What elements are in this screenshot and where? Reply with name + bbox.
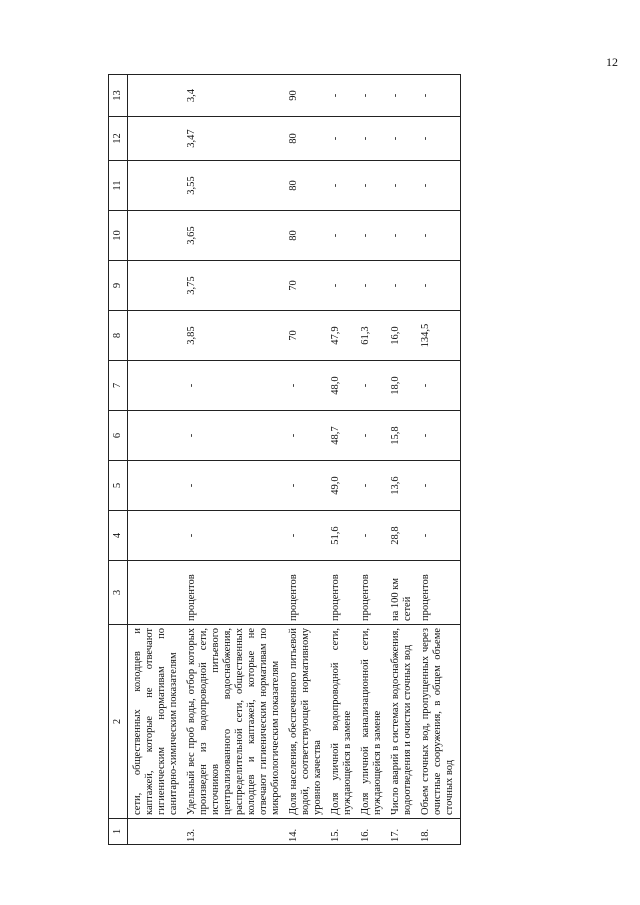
unit-of-measure — [128, 561, 185, 625]
value-cell: - — [358, 361, 388, 411]
value-cell: - — [418, 211, 461, 261]
row-number: 13. — [184, 819, 286, 845]
table-body — [128, 75, 461, 845]
value-cell — [128, 75, 185, 117]
value-cell: - — [358, 161, 388, 211]
value-cell: - — [328, 211, 358, 261]
value-cell: - — [388, 161, 418, 211]
value-cell: - — [328, 261, 358, 311]
unit-of-measure: процентов — [184, 561, 286, 625]
indicator-name: Доля уличной водопроводной сети, нуждающейся в замене — [328, 625, 358, 819]
table-row — [128, 75, 185, 845]
value-cell: 61,3 — [358, 311, 388, 361]
value-cell: - — [418, 161, 461, 211]
value-cell — [128, 261, 185, 311]
unit-of-measure: на 100 км сетей — [388, 561, 418, 625]
value-cell: - — [418, 461, 461, 511]
table-row — [388, 75, 418, 845]
column-header-13: 13 — [109, 75, 128, 117]
value-cell: - — [184, 361, 286, 411]
value-cell — [128, 117, 185, 161]
unit-of-measure: процентов — [328, 561, 358, 625]
unit-of-measure: процентов — [286, 561, 328, 625]
indicator-name: Число аварий в системах водоснабжения, водоотведения и очистки сточных вод — [388, 625, 418, 819]
row-number: 16. — [358, 819, 388, 845]
value-cell: - — [418, 411, 461, 461]
value-cell: - — [388, 211, 418, 261]
column-header-9: 9 — [109, 261, 128, 311]
value-cell: - — [418, 117, 461, 161]
value-cell — [128, 311, 185, 361]
value-cell: - — [328, 75, 358, 117]
column-header-11: 11 — [109, 161, 128, 211]
value-cell: - — [358, 511, 388, 561]
value-cell: - — [388, 75, 418, 117]
value-cell: - — [184, 511, 286, 561]
indicator-name: сети, общественных колодцев и каптажей, которые не отвечают гигиеническим нормативам по санитарно-химическим показателям — [128, 625, 185, 819]
value-cell: - — [328, 117, 358, 161]
value-cell: 90 — [286, 75, 328, 117]
value-cell: 3,4 — [184, 75, 286, 117]
column-header-10: 10 — [109, 211, 128, 261]
value-cell: - — [358, 75, 388, 117]
value-cell: 16,0 — [388, 311, 418, 361]
value-cell — [128, 511, 185, 561]
unit-of-measure: процентов — [418, 561, 461, 625]
value-cell: 134,5 — [418, 311, 461, 361]
value-cell: - — [286, 461, 328, 511]
value-cell: - — [418, 75, 461, 117]
indicator-name: Доля уличной канализационной сети, нуждающейся в замене — [358, 625, 388, 819]
unit-of-measure: процентов — [358, 561, 388, 625]
value-cell: 47,9 — [328, 311, 358, 361]
table-row — [184, 75, 286, 845]
value-cell: - — [358, 211, 388, 261]
value-cell — [128, 411, 185, 461]
value-cell: 48,0 — [328, 361, 358, 411]
row-number — [128, 819, 185, 845]
value-cell: - — [418, 361, 461, 411]
row-number: 17. — [388, 819, 418, 845]
rotated-table-wrapper — [108, 75, 532, 845]
value-cell: 3,85 — [184, 311, 286, 361]
value-cell — [128, 361, 185, 411]
value-cell: 80 — [286, 161, 328, 211]
value-cell: - — [358, 411, 388, 461]
value-cell: 70 — [286, 311, 328, 361]
value-cell: - — [358, 117, 388, 161]
value-cell: - — [418, 511, 461, 561]
value-cell: - — [358, 261, 388, 311]
column-header-3: 3 — [109, 561, 128, 625]
value-cell — [128, 461, 185, 511]
value-cell: 80 — [286, 211, 328, 261]
value-cell: - — [388, 117, 418, 161]
header-row — [109, 75, 128, 845]
table-row — [358, 75, 388, 845]
value-cell: 3,55 — [184, 161, 286, 211]
value-cell: 28,8 — [388, 511, 418, 561]
value-cell: 70 — [286, 261, 328, 311]
column-header-2: 2 — [109, 625, 128, 819]
value-cell: 48,7 — [328, 411, 358, 461]
value-cell: - — [418, 261, 461, 311]
value-cell: - — [286, 411, 328, 461]
value-cell: 15,8 — [388, 411, 418, 461]
column-header-5: 5 — [109, 461, 128, 511]
value-cell: 3,47 — [184, 117, 286, 161]
table-row — [418, 75, 461, 845]
column-header-6: 6 — [109, 411, 128, 461]
value-cell: 3,75 — [184, 261, 286, 311]
value-cell: - — [358, 461, 388, 511]
value-cell: 49,0 — [328, 461, 358, 511]
row-number: 15. — [328, 819, 358, 845]
value-cell — [128, 211, 185, 261]
value-cell: - — [286, 361, 328, 411]
indicator-name: Объем сточных вод, пропущенных через очистные сооружения, в общем объеме сточных вод — [418, 625, 461, 819]
table-row — [328, 75, 358, 845]
value-cell: 13,6 — [388, 461, 418, 511]
table-row — [286, 75, 328, 845]
indicator-name: Доля населения, обеспеченного питьевой водой, соответствующей нормативному уровню качества — [286, 625, 328, 819]
page-number: 12 — [606, 55, 618, 69]
value-cell: 3,65 — [184, 211, 286, 261]
value-cell — [128, 161, 185, 211]
value-cell: - — [184, 461, 286, 511]
value-cell: 51,6 — [328, 511, 358, 561]
row-number: 14. — [286, 819, 328, 845]
column-header-8: 8 — [109, 311, 128, 361]
value-cell: 80 — [286, 117, 328, 161]
column-header-7: 7 — [109, 361, 128, 411]
indicators-table — [108, 74, 461, 845]
column-header-4: 4 — [109, 511, 128, 561]
value-cell: - — [286, 511, 328, 561]
value-cell: - — [184, 411, 286, 461]
value-cell: - — [328, 161, 358, 211]
column-header-1: 1 — [109, 819, 128, 845]
indicator-name: Удельный вес проб воды, отбор которых произведен из водопроводной сети, источников питьевого централизованного водоснабжения, распределительной сети, общественных колодцев и каптажей, которые не отвечают гигиеническим нормативам по микробиологическим показателям — [184, 625, 286, 819]
value-cell: 18,0 — [388, 361, 418, 411]
column-header-12: 12 — [109, 117, 128, 161]
value-cell: - — [388, 261, 418, 311]
row-number: 18. — [418, 819, 461, 845]
